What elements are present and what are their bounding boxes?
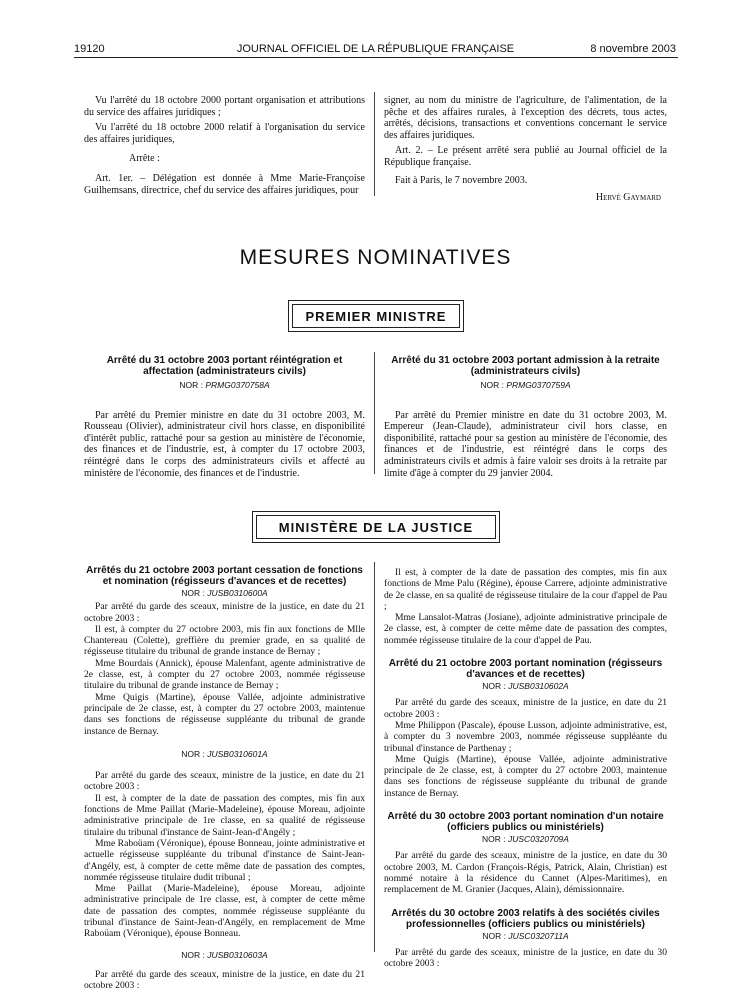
header-divider [74, 57, 678, 58]
paragraph: Il est, à compter du 27 octobre 2003, mis fin aux fonctions de Mlle Chantereau (Colette), greffière du premier grade, en sa qualité de régisseuse titulaire du tribunal de grande instance de Bernay ; [84, 623, 365, 658]
column-divider [374, 352, 375, 474]
nor-code: JUSB0310602A [508, 681, 569, 692]
decree-title: Arrêté du 21 octobre 2003 portant nomination (régisseurs d'avances et de recettes) [388, 658, 663, 681]
nor-line: NOR : PRMG0370758A [179, 380, 270, 390]
journal-title: JOURNAL OFFICIEL DE LA RÉPUBLIQUE FRANÇAISE [236, 43, 515, 55]
paragraph: Vu l'arrêté du 18 octobre 2000 relatif à l'organisation du service des affaires juridiques, [84, 122, 365, 145]
paragraph: Mme Bourdais (Annick), épouse Malenfant, agente administrative de 2e classe, est, à compter du 27 octobre 2003, nommée régisseuse titulaire du tribunal de grande instance de Bernay ; [84, 657, 365, 692]
decree-title: Arrêté du 31 octobre 2003 portant réintégration et affectation (administrateurs civils) [106, 355, 343, 377]
column-divider [374, 92, 375, 196]
premier-left-column [84, 355, 365, 479]
nor-line: NOR : JUSB0310603A [181, 949, 268, 960]
paragraph: Art. 2. – Le présent arrêté sera publié au Journal officiel de la République française. [384, 145, 667, 168]
paragraph: Par arrêté du garde des sceaux, ministre de la justice, en date du 21 octobre 2003 : [384, 697, 667, 720]
ministry-box-premier [288, 300, 464, 332]
justice-right-column [384, 567, 667, 969]
ministry-label: PREMIER MINISTRE [292, 304, 460, 328]
column-divider [374, 562, 375, 952]
paragraph: Par arrêté du garde des sceaux, ministre de la justice, en date du 21 octobre 2003 : [84, 770, 365, 793]
nor-line: NOR : JUSB0310600A [181, 588, 268, 598]
top-right-column [384, 95, 667, 204]
ministry-label: MINISTÈRE DE LA JUSTICE [256, 515, 496, 539]
page-number: 19120 [74, 43, 105, 55]
nor-code: JUSC0320711A [508, 930, 569, 941]
nor-code: JUSC0320709A [508, 834, 569, 845]
paragraph: Mme Raboüam (Véronique), épouse Bonneau, jointe administrative et actuelle régisseuse suppléante du tribunal d'instance de Saint-Jean-d'Angély, est, à compter de cette même date de passation des comptes, nommée régisseuse titulaire dudit tribunal ; [84, 837, 365, 883]
paragraph: Par arrêté du garde des sceaux, ministre de la justice, en date du 30 octobre 2003 : [384, 946, 667, 970]
paragraph: Par arrêté du garde des sceaux, ministre de la justice, en date du 30 octobre 2003, M. Cardon (François-Régis, Patrick, Alain, Christian) est nommé notaire à la résidence du Cannet (Alpes-Maritimes), en remplacement de M. Granier (Jacques, Alain), démissionnaire. [384, 850, 667, 896]
decree-title: Arrêté du 30 octobre 2003 portant nomination d'un notaire (officiers publics ou ministériels) [387, 811, 664, 834]
paragraph: Arrête : [129, 153, 160, 165]
nor-code: JUSB0310603A [207, 949, 268, 960]
issue-date: 8 novembre 2003 [590, 43, 676, 55]
justice-left-column [84, 565, 365, 992]
paragraph: Art. 1er. – Délégation est donnée à Mme Marie-Françoise Guilhemsans, directrice, chef du service des affaires juridiques, pour [84, 172, 365, 196]
decree-title: Arrêté du 31 octobre 2003 portant admission à la retraite (administrateurs civils) [391, 355, 660, 377]
paragraph: Mme Lansalot-Matras (Josiane), adjointe administrative principale de 2e classe, est, à compter de cette même date de passation des comptes, nommée régisseuse titulaire de la cour d'appel de Pau. [384, 612, 667, 646]
paragraph: Vu l'arrêté du 18 octobre 2000 portant organisation et attributions du service des affaires juridiques ; [84, 95, 365, 118]
nor-code: PRMG0370759A [506, 380, 571, 390]
paragraph: Mme Philippon (Pascale), épouse Lusson, adjointe administrative, est, à compter du 3 novembre 2003, nommée régisseuse suppléante du tribunal d'instance de Parthenay ; [384, 719, 667, 754]
paragraph: Par arrêté du garde des sceaux, ministre de la justice, en date du 21 octobre 2003 : [84, 601, 365, 624]
top-left-column [84, 95, 365, 196]
nor-code: JUSB0310600A [207, 588, 268, 598]
nor-line: NOR : PRMG0370759A [480, 380, 571, 390]
paragraph: Mme Quigis (Martine), épouse Vallée, adjointe administrative principale de 2e classe, est, à compter du 27 octobre 2003, maintenue dans ses fonctions de régisseuse suppléante du tribunal de grande instance de Bernay. [384, 753, 667, 799]
paragraph: signer, au nom du ministre de l'agriculture, de l'alimentation, de la pêche et des affaires rurales, à l'exception des décrets, tous actes, arrêtés, décisions, transactions et conventions concernant le service des affaires juridiques. [384, 95, 667, 141]
paragraph: Fait à Paris, le 7 novembre 2003. [395, 174, 528, 186]
paragraph: Mme Quigis (Martine), épouse Vallée, adjointe administrative principale de 2e classe, est, à compter du 27 octobre 2003, maintenue dans ses fonctions de régisseuse suppléante du tribunal de grande instance de Bernay. [84, 691, 365, 737]
paragraph: Mme Paillat (Marie-Madeleine), épouse Moreau, adjointe administrative principale de 1re classe, est, à compter de cette même date de passation des comptes, nommée régisseuse suppléante du tribunal d'instance de Saint-Jean-d'Angély, en remplacement de Mme Raboüam (Véronique), épouse Bonneau. [84, 883, 365, 940]
nor-line: NOR : JUSC0320711A [482, 930, 569, 941]
paragraph: Par arrêté du Premier ministre en date du 31 octobre 2003, M. Empereur (Jean-Claude), administrateur civil hors classe, en disponibilité, rattaché pour sa gestion au ministère de l'économie, des finances et de l'industrie, est réintégré dans le corps des administrateurs civils et admis à faire valoir ses droits à la retraite par limite d'âge à compter du 29 janvier 2004. [384, 409, 667, 479]
ministry-box-justice [252, 511, 500, 543]
premier-right-column [384, 355, 667, 479]
nor-code: JUSB0310601A [207, 748, 268, 759]
paragraph: Par arrêté du Premier ministre en date du 31 octobre 2003, M. Rousseau (Olivier), administrateur civil hors classe, en disponibilité d'intérêt public, rattaché pour sa gestion au ministère de l'économie, des finances et de l'industrie, est, à compter du 17 octobre 2003, réintégré dans le corps des administrateurs civils et affecté au ministère de l'économie, des finances et de l'industrie. [84, 409, 365, 479]
nor-code: PRMG0370758A [205, 380, 270, 390]
decree-title: Arrêtés du 30 octobre 2003 relatifs à des sociétés civiles professionnelles (officiers publics ou ministériels) [391, 907, 660, 930]
paragraph: Par arrêté du garde des sceaux, ministre de la justice, en date du 21 octobre 2003 : [84, 968, 365, 992]
nor-line: NOR : JUSB0310601A [181, 748, 268, 759]
section-title: MESURES NOMINATIVES [239, 246, 512, 269]
signature: Hervé Gaymard [595, 192, 661, 204]
paragraph: Il est, à compter de la date de passation des comptes, mis fin aux fonctions de Mme Paillat (Marie-Madeleine), épouse Moreau, adjointe administrative principale de 1re classe, en sa qualité de régisseuse titulaire du tribunal d'instance de Saint-Jean-d'Angély ; [84, 792, 365, 838]
decree-title: Arrêtés du 21 octobre 2003 portant cessation de fonctions et nomination (régisseurs d'avances et de recettes) [86, 565, 363, 587]
nor-line: NOR : JUSB0310602A [482, 681, 569, 692]
paragraph: Il est, à compter de la date de passation des comptes, mis fin aux fonctions de Mme Palu (Régine), épouse Carrere, adjointe administrative de 2e classe, en sa qualité de régisseuse titulaire de la cour d'appel de Pau ; [384, 567, 667, 612]
nor-line: NOR : JUSC0320709A [482, 834, 569, 845]
